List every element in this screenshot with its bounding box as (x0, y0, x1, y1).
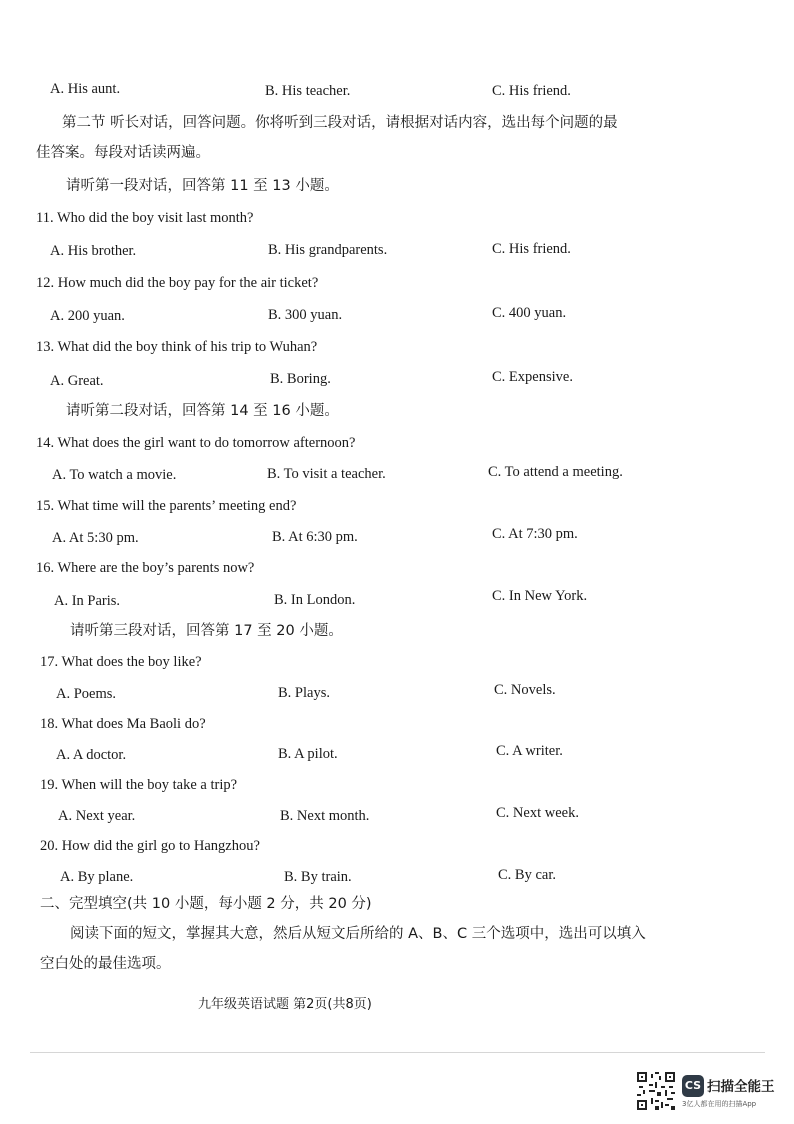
scanner-brand: 扫描全能王 (707, 1079, 775, 1095)
option-a: A. A doctor. (56, 747, 127, 763)
option-b: B. To visit a teacher. (267, 466, 386, 482)
option-b: B. His grandparents. (268, 242, 388, 258)
part-heading: 二、完型填空(共 10 小题，每小题 2 分，共 20 分) (40, 896, 372, 912)
footer-divider (30, 1052, 765, 1053)
option-c: C. His friend. (492, 83, 571, 99)
question-text: 13. What did the boy think of his trip to Wuhan? (36, 339, 318, 355)
option-b: B. Boring. (270, 371, 331, 387)
option-b: B. Next month. (280, 808, 370, 824)
option-c: C. His friend. (492, 241, 571, 257)
question-text: 16. Where are the boy’s parents now? (36, 560, 255, 576)
option-c: C. Next week. (496, 805, 579, 821)
dialogue-intro: 请听第二段对话，回答第 14 至 16 小题。 (66, 403, 339, 419)
option-c: C. In New York. (492, 588, 588, 604)
section-heading: 第二节 听长对话，回答问题。你将听到三段对话，请根据对话内容，选出每个问题的最 (62, 115, 618, 131)
cs-logo-icon: CS (682, 1075, 704, 1097)
option-b: B. 300 yuan. (268, 307, 343, 323)
option-b: B. In London. (274, 592, 356, 608)
option-b: B. Plays. (278, 685, 330, 701)
option-c: C. To attend a meeting. (488, 464, 623, 480)
scanner-tagline: 3亿人都在用的扫描App (682, 1100, 757, 1108)
dialogue-intro: 请听第一段对话，回答第 11 至 13 小题。 (66, 178, 339, 194)
section-heading-cont: 佳答案。每段对话读两遍。 (36, 145, 210, 161)
option-a: A. To watch a movie. (52, 467, 177, 483)
option-a: A. 200 yuan. (50, 308, 125, 324)
option-c: C. By car. (498, 867, 556, 883)
option-c: C. Novels. (494, 682, 556, 698)
option-a: A. His brother. (50, 243, 137, 259)
question-text: 19. When will the boy take a trip? (40, 777, 238, 793)
option-c: C. A writer. (496, 743, 563, 759)
part-instruction-cont: 空白处的最佳选项。 (40, 956, 171, 972)
qr-code-icon (637, 1072, 675, 1110)
option-c: C. Expensive. (492, 369, 573, 385)
question-text: 17. What does the boy like? (40, 654, 202, 670)
option-a: A. In Paris. (54, 593, 121, 609)
part-instruction: 阅读下面的短文，掌握其大意，然后从短文后所给的 A、B、C 三个选项中，选出可以填入 (70, 926, 646, 942)
dialogue-intro: 请听第三段对话，回答第 17 至 20 小题。 (70, 623, 343, 639)
question-text: 12. How much did the boy pay for the air ticket? (36, 275, 319, 291)
question-text: 11. Who did the boy visit last month? (36, 210, 254, 226)
question-text: 15. What time will the parents’ meeting end? (36, 498, 297, 514)
option-a: A. Next year. (58, 808, 136, 824)
question-text: 14. What does the girl want to do tomorrow afternoon? (36, 435, 356, 451)
option-b: B. By train. (284, 869, 352, 885)
option-b: B. A pilot. (278, 746, 338, 762)
option-c: C. At 7:30 pm. (492, 526, 578, 542)
option-a: A. Poems. (56, 686, 117, 702)
option-a: A. Great. (50, 373, 104, 389)
option-c: C. 400 yuan. (492, 305, 567, 321)
option-b: B. His teacher. (265, 83, 351, 99)
option-a: A. His aunt. (50, 81, 121, 97)
option-b: B. At 6:30 pm. (272, 529, 358, 545)
option-a: A. By plane. (60, 869, 134, 885)
question-text: 20. How did the girl go to Hangzhou? (40, 838, 260, 854)
question-text: 18. What does Ma Baoli do? (40, 716, 206, 732)
page-footer: 九年级英语试题 第2页(共8页) (198, 997, 372, 1012)
option-a: A. At 5:30 pm. (52, 530, 139, 546)
